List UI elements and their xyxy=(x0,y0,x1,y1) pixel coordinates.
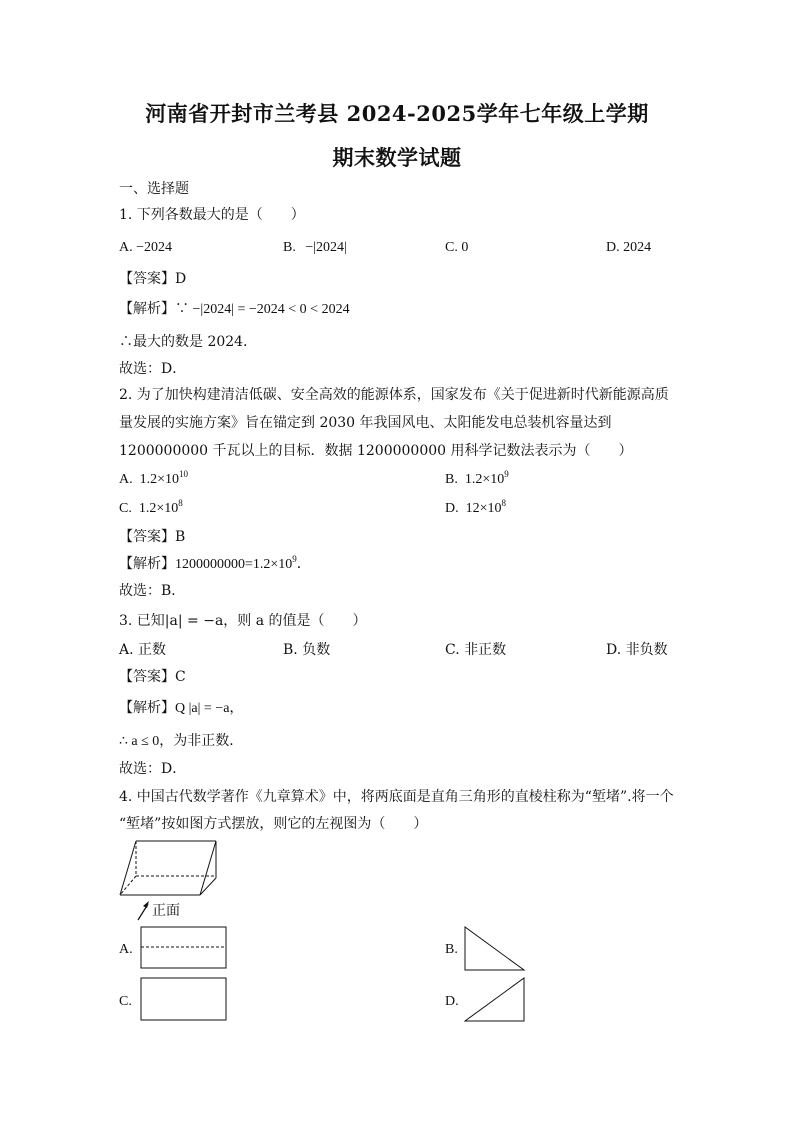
q1-analysis: 【解析】∵ −|2024| = −2024 < 0 < 2024 xyxy=(119,302,350,317)
q2-option-b-label: B. xyxy=(445,472,458,487)
q2-analysis-base: 【解析】1200000000=1.2×10 xyxy=(119,557,293,572)
q4-line2: “堑堵”按如图方式摆放，则它的左视图为（ ） xyxy=(119,816,428,832)
q2-option-c xyxy=(119,500,183,518)
q2-analysis-end: ． xyxy=(296,557,311,572)
front-view-label: 正面 xyxy=(152,903,180,919)
q2-option-b-exp: 9 xyxy=(504,469,509,479)
q4-line1: 4. 中国古代数学著作《九章算术》中，将两底面是直角三角形的直棱柱称为“堑堵”.将一个 xyxy=(119,789,674,805)
q2-option-a-base: 1.2×10 xyxy=(139,472,180,487)
q4-option-a-label: A. xyxy=(119,942,133,957)
q2-option-a xyxy=(119,471,188,489)
q1-option-a: A. −2024 xyxy=(119,240,173,255)
q2-analysis xyxy=(119,556,311,574)
q2-answer: 【答案】B xyxy=(119,529,186,545)
q1-option-d: D. 2024 xyxy=(606,240,652,255)
q3-conclusion: ∴ a ≤ 0，为非正数． xyxy=(119,734,244,749)
q3-option-c: C. 非正数 xyxy=(445,642,507,658)
section-heading: 一、选择题 xyxy=(119,181,189,197)
q2-option-a-exp: 10 xyxy=(179,469,189,479)
q2-option-d-label: D. xyxy=(445,501,459,516)
q4-option-d-label: D. xyxy=(445,994,459,1009)
q2-line1: 2. 为了加快构建清洁低碳、安全高效的能源体系，国家发布《关于促进新时代新能源高质 xyxy=(119,387,669,403)
q3-stem: 3. 已知|a| = −a，则 a 的值是（ ） xyxy=(119,613,367,629)
q4-option-b-label: B. xyxy=(445,942,458,957)
q4-option-a-figure xyxy=(140,926,228,970)
q3-option-d: D. 非负数 xyxy=(606,642,668,658)
q4-option-b-figure xyxy=(464,926,526,972)
q2-option-c-exp: 8 xyxy=(178,498,183,508)
q3-choose: 故选：D． xyxy=(119,761,187,777)
q3-option-a: A. 正数 xyxy=(119,642,167,658)
q3-option-b: B. 负数 xyxy=(283,642,331,658)
q1-conclusion: ∴最大的数是 2024． xyxy=(119,334,258,350)
q2-option-c-label: C. xyxy=(119,501,132,516)
q2-analysis-exp: 9 xyxy=(292,554,297,564)
q2-line3: 1200000000 千瓦以上的目标．数据 1200000000 用科学记数法表示为（ ） xyxy=(119,443,633,459)
q2-line2: 量发展的实施方案》旨在锚定到 2030 年我国风电、太阳能发电总装机容量达到 xyxy=(119,415,612,431)
q2-option-d xyxy=(445,500,506,518)
q1-option-b xyxy=(283,239,347,257)
q1-option-c: C. 0 xyxy=(445,240,469,255)
page-subtitle: 期末数学试题 xyxy=(332,145,462,170)
q2-option-a-label: A. xyxy=(119,472,133,487)
q2-option-c-base: 1.2×10 xyxy=(138,501,179,516)
q2-option-d-base: 12×10 xyxy=(465,501,502,516)
q1-stem: 1. 下列各数最大的是（ ） xyxy=(119,207,305,223)
q2-option-b xyxy=(445,471,509,489)
q1-choose: 故选：D． xyxy=(119,361,187,377)
q4-option-c-figure xyxy=(140,977,228,1022)
q1-answer: 【答案】D xyxy=(119,271,187,287)
q2-option-d-exp: 8 xyxy=(501,498,507,508)
q4-option-d-figure xyxy=(464,977,526,1023)
page-title: 河南省开封市兰考县 2024-2025学年七年级上学期 xyxy=(145,101,649,126)
q2-choose: 故选：B． xyxy=(119,583,186,599)
q4-option-c-label: C. xyxy=(119,994,132,1009)
q3-answer: 【答案】C xyxy=(119,669,186,685)
q1-option-b-label: B. xyxy=(283,240,296,255)
q1-option-b-value: −|2024| xyxy=(305,240,347,255)
q3-analysis: 【解析】Q |a| = −a， xyxy=(119,701,244,716)
q2-option-b-base: 1.2×10 xyxy=(464,472,505,487)
